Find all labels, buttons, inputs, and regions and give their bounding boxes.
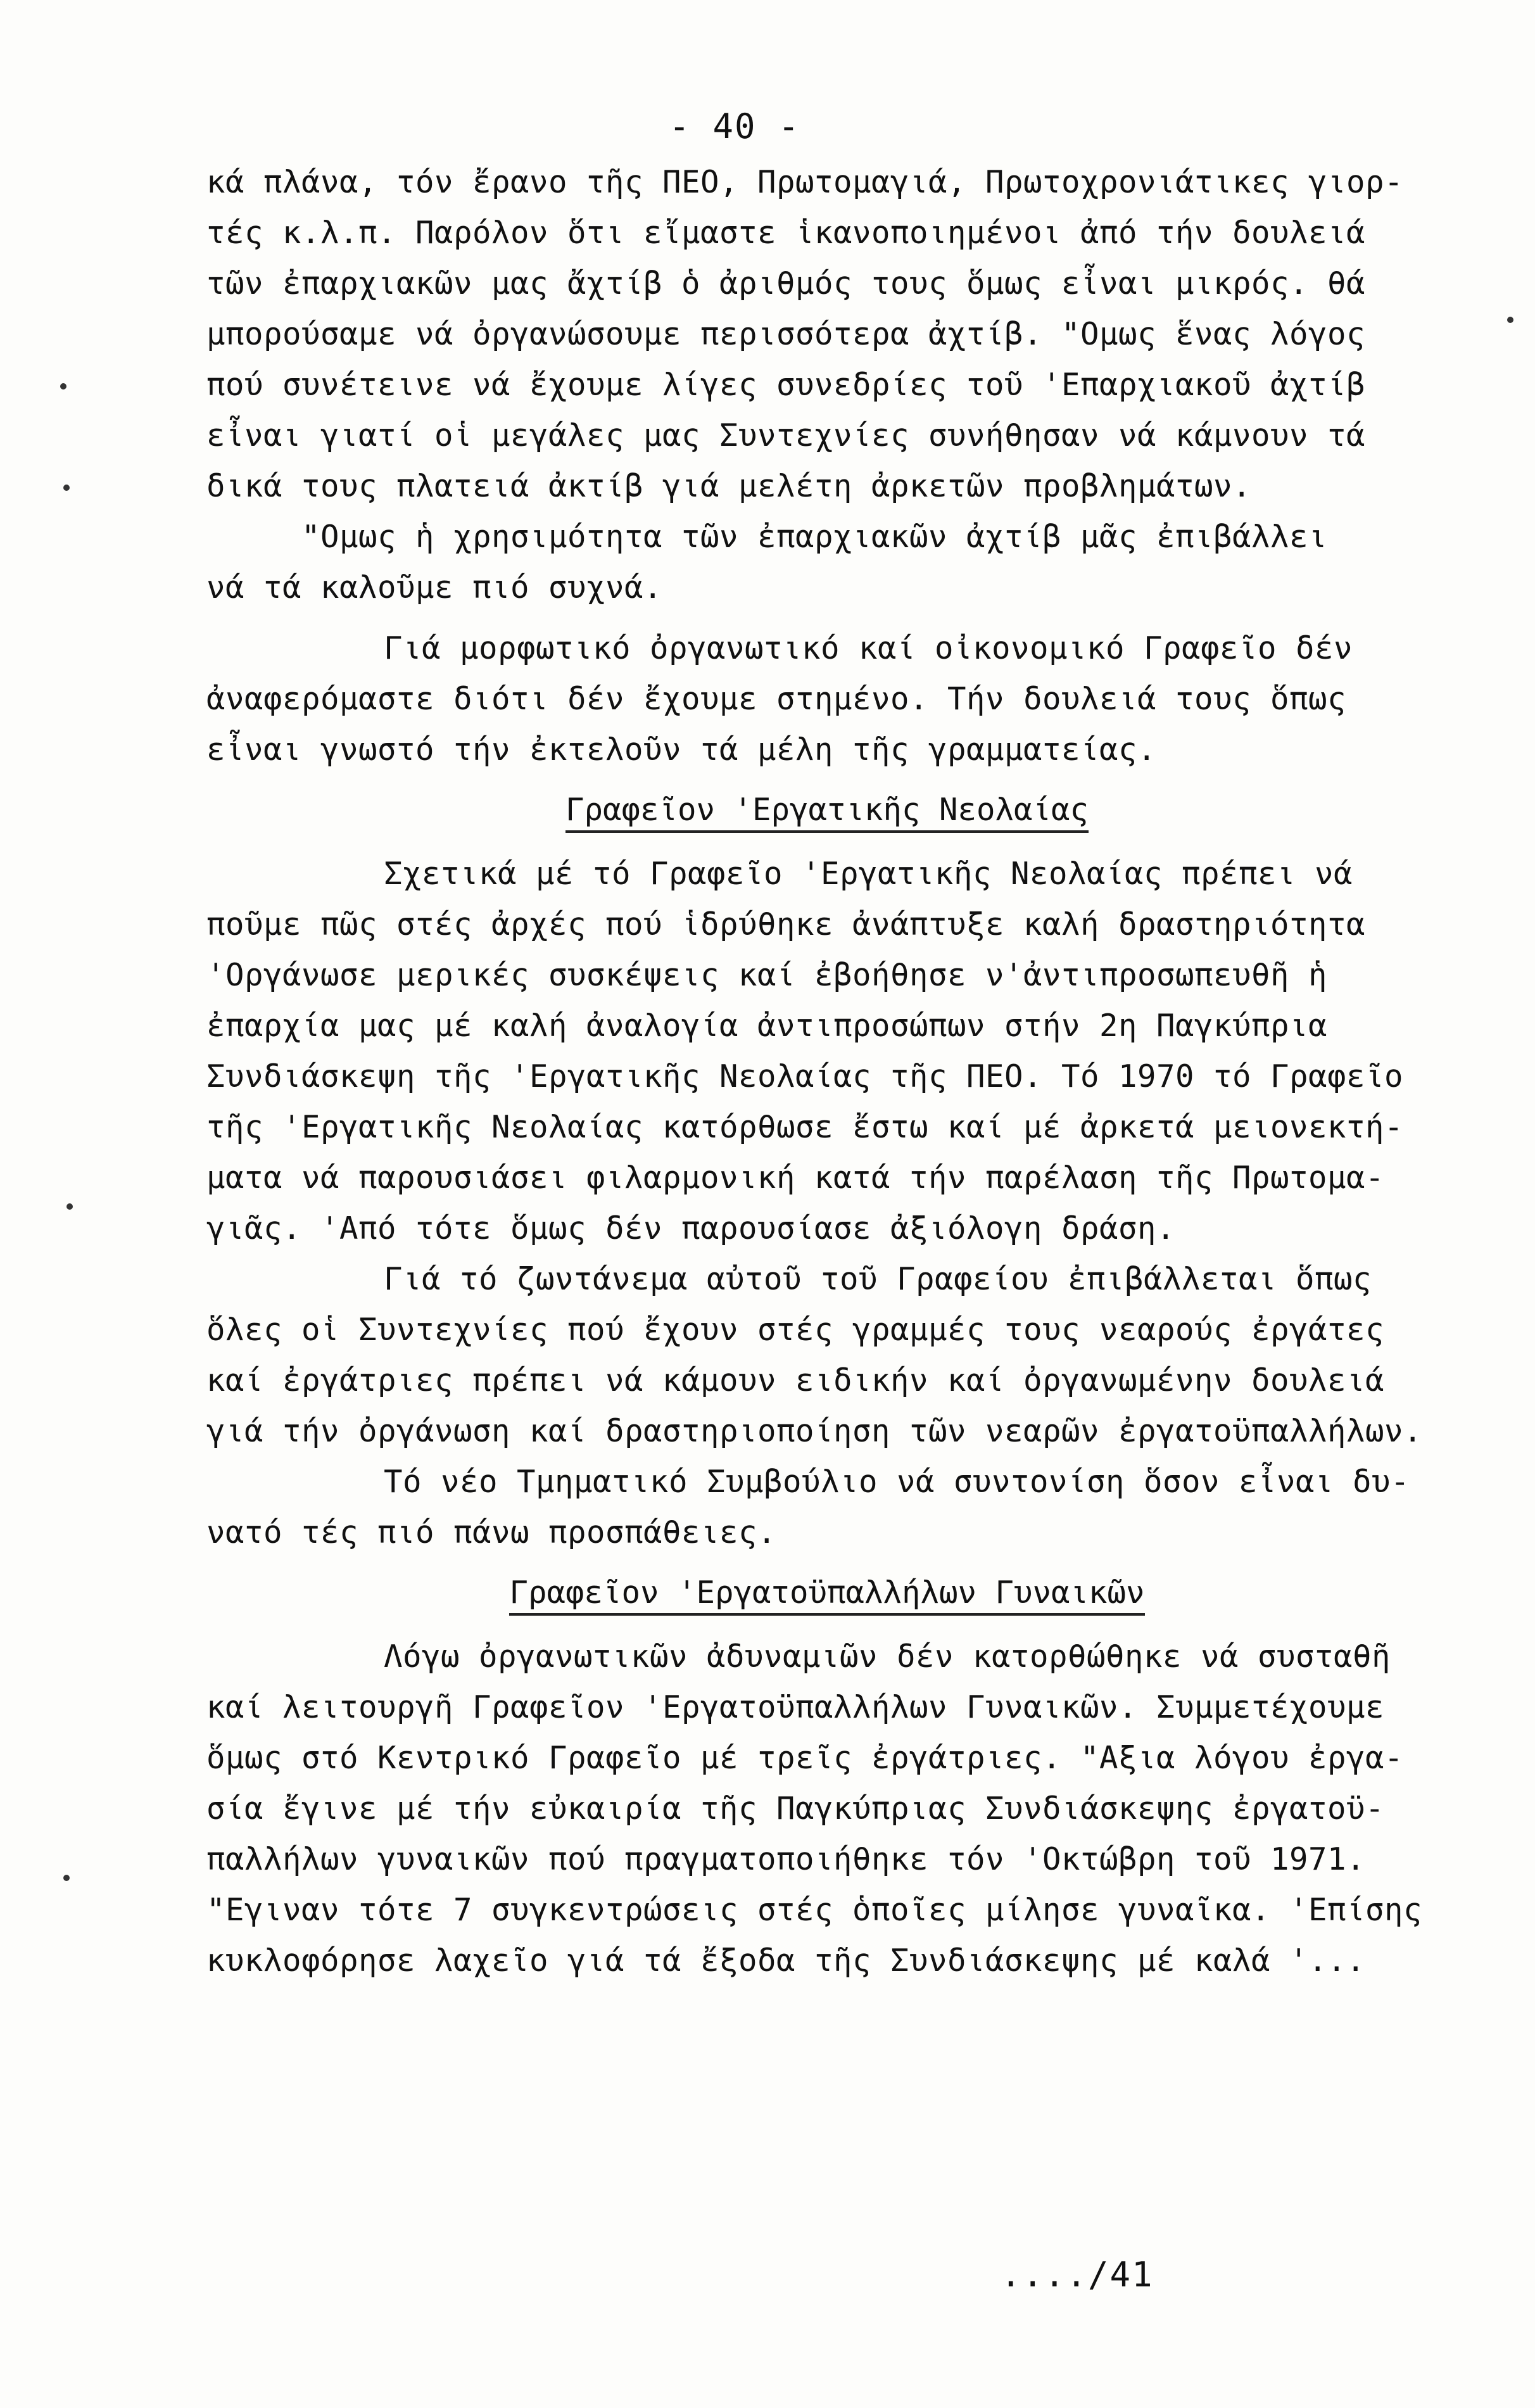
text-line: ἐπαρχία μας μέ καλή ἀναλογία ἀντιπροσώπων στήν 2η Παγκύπρια <box>206 1008 1328 1044</box>
text-line: καί ἐργάτριες πρέπει νά κάμουν ειδικήν καί ὀργανωμένην δουλειά <box>206 1362 1385 1398</box>
text-line: Τό νέο Τμηματικό Συμβούλιο νά συντονίση ὅσον εἶναι δυ- <box>384 1464 1410 1500</box>
text-line: εἶναι γιατί οἱ μεγάλες μας Συντεχνίες συνήθησαν νά κάμνουν τά <box>206 417 1366 453</box>
paragraph <box>206 512 1448 613</box>
text-line: εἶναι γνωστό τήν ἐκτελοῦν τά μέλη τῆς γραμματείας. <box>206 732 1157 768</box>
text-line: γιά τήν ὀργάνωση καί δραστηριοποίηση τῶν νεαρῶν ἐργατοϋπαλλήλων. <box>206 1413 1423 1449</box>
paragraph <box>206 849 1448 1254</box>
section-heading <box>206 1564 1448 1621</box>
text-line: "Ομως ἡ χρησιμότητα τῶν ἐπαρχιακῶν ἀχτίβ μᾶς ἐπιβάλλει <box>301 519 1328 555</box>
text-line: ματα νά παρουσιάσει φιλαρμονική κατά τήν παρέλαση τῆς Πρωτομα- <box>206 1160 1385 1196</box>
text-line: ὅλες οἱ Συντεχνίες πού ἔχουν στές γραμμές τους νεαρούς ἐργάτες <box>206 1312 1385 1348</box>
body-text <box>206 157 1448 1986</box>
text-line: σία ἔγινε μέ τήν εὐκαιρία τῆς Παγκύπριας Συνδιάσκεψης ἐργατοϋ- <box>206 1790 1385 1827</box>
text-line: ὅμως στό Κεντρικό Γραφεῖο μέ τρεῖς ἐργάτριες. "Αξια λόγου ἐργα- <box>206 1740 1404 1776</box>
text-line: μπορούσαμε νά ὀργανώσουμε περισσότερα ἀχτίβ. "Ομως ἕνας λόγος <box>206 316 1366 352</box>
text-line: "Εγιναν τότε 7 συγκεντρώσεις στές ὁποῖες μίλησε γυναῖκα. 'Επίσης <box>206 1892 1423 1928</box>
paragraph <box>206 1632 1448 1986</box>
text-line: καί λειτουργῆ Γραφεῖον 'Εργατοϋπαλλήλων Γυναικῶν. Συμμετέχουμε <box>206 1689 1385 1725</box>
text-line: Γιά τό ζωντάνεμα αὐτοῦ τοῦ Γραφείου ἐπιβάλλεται ὅπως <box>384 1261 1372 1297</box>
continuation-reference: ..../41 <box>1001 2255 1154 2295</box>
text-line: Σχετικά μέ τό Γραφεῖο 'Εργατικῆς Νεολαίας πρέπει νά <box>384 856 1353 892</box>
section-heading-text: Γραφεῖον 'Εργατικῆς Νεολαίας <box>565 792 1089 833</box>
text-line: τές κ.λ.π. Παρόλον ὅτι εἴμαστε ἱκανοποιημένοι ἀπό τήν δουλειά <box>206 215 1366 251</box>
text-line: ἀναφερόμαστε διότι δέν ἔχουμε στημένο. Τήν δουλειά τους ὅπως <box>206 681 1347 717</box>
text-line: Συνδιάσκεψη τῆς 'Εργατικῆς Νεολαίας τῆς ΠΕΟ. Τό 1970 τό Γραφεῖο <box>206 1058 1404 1094</box>
text-line: ποῦμε πῶς στές ἀρχές πού ἱδρύθηκε ἀνάπτυξε καλή δραστηριότητα <box>206 906 1366 942</box>
text-line: 'Οργάνωσε μερικές συσκέψεις καί ἐβοήθησε ν'ἀντιπροσωπευθῆ ἡ <box>206 957 1328 993</box>
scan-speck <box>63 1875 70 1881</box>
text-line: παλλήλων γυναικῶν πού πραγματοποιήθηκε τόν 'Οκτώβρη τοῦ 1971. <box>206 1841 1366 1877</box>
text-line: τῶν ἐπαρχιακῶν μας ἄχτίβ ὁ ἀριθμός τους ὅμως εἶναι μικρός. θά <box>206 265 1366 301</box>
paragraph <box>206 1254 1448 1457</box>
section-heading <box>206 782 1448 839</box>
page-number: - 40 - <box>669 106 800 146</box>
text-line: κυκλοφόρησε λαχεῖο γιά τά ἔξοδα τῆς Συνδιάσκεψης μέ καλά '... <box>206 1942 1366 1979</box>
scan-speck <box>66 1203 73 1210</box>
paragraph <box>206 157 1448 512</box>
text-line: γιᾶς. 'Από τότε ὅμως δέν παρουσίασε ἀξιόλογη δράση. <box>206 1210 1176 1246</box>
scan-speck <box>63 485 70 491</box>
section-heading-text: Γραφεῖον 'Εργατοϋπαλλήλων Γυναικῶν <box>509 1575 1144 1616</box>
text-line: Γιά μορφωτικό ὀργανωτικό καί οἰκονομικό Γραφεῖο δέν <box>384 630 1353 666</box>
text-line: δικά τους πλατειά ἀκτίβ γιά μελέτη ἀρκετῶν προβλημάτων. <box>206 468 1252 504</box>
scan-speck <box>1507 317 1513 323</box>
scan-speck <box>60 383 66 390</box>
text-line: τῆς 'Εργατικῆς Νεολαίας κατόρθωσε ἔστω καί μέ ἀρκετά μειονεκτή- <box>206 1109 1404 1145</box>
text-line: νά τά καλοῦμε πιό συχνά. <box>206 569 663 605</box>
text-line: πού συνέτεινε νά ἔχουμε λίγες συνεδρίες τοῦ 'Επαρχιακοῦ ἀχτίβ <box>206 367 1366 403</box>
paragraph <box>206 623 1448 775</box>
paragraph <box>206 1457 1448 1558</box>
text-line: Λόγω ὀργανωτικῶν ἀδυναμιῶν δέν κατορθώθηκε νά συσταθῆ <box>384 1638 1391 1675</box>
text-line: κά πλάνα, τόν ἔρανο τῆς ΠΕΟ, Πρωτομαγιά, Πρωτοχρονιάτικες γιορ- <box>206 164 1404 200</box>
text-line: νατό τές πιό πάνω προσπάθειες. <box>206 1514 777 1550</box>
